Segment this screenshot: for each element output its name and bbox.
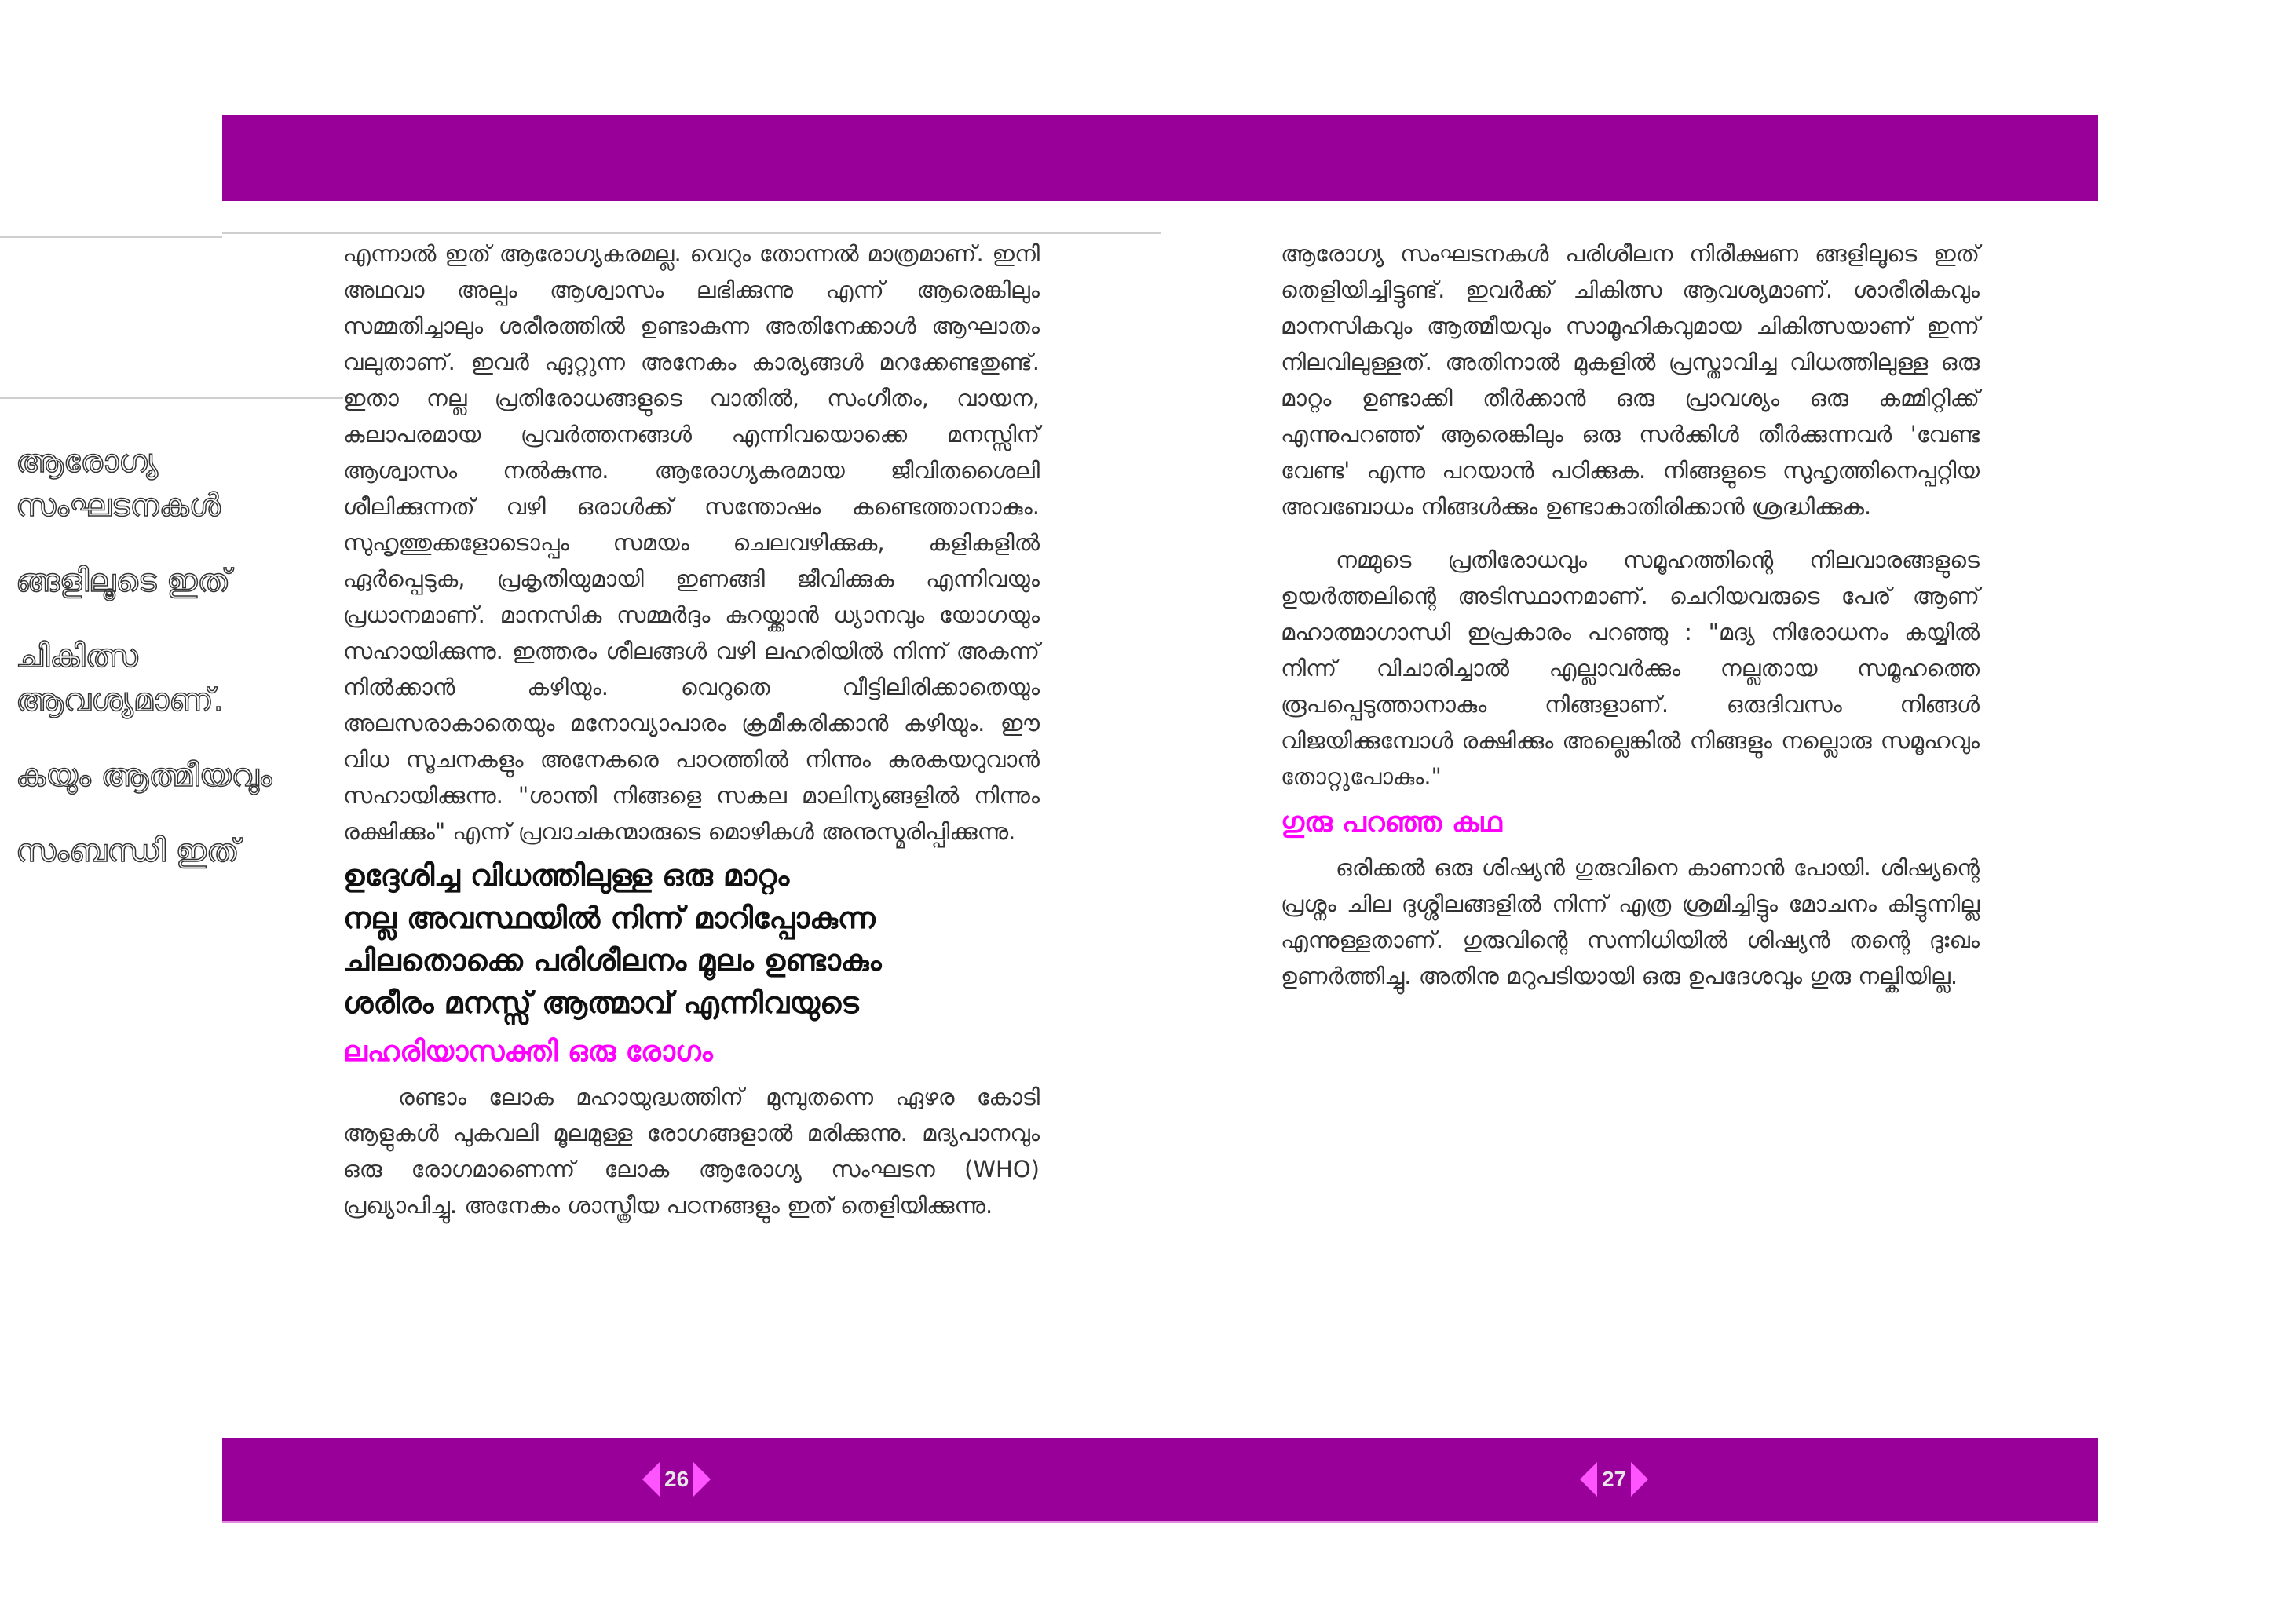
body-paragraph: ഒരിക്കൽ ഒരു ശിഷ്യൻ ഗുരുവിനെ കാണാൻ പോയി. ശിഷ്യന്റെ പ്രശ്നം ചില ദുശ്ശീലങ്ങളിൽ നിന്ന് എത്ര ശ്രമിച്ചിട്ടും മോചനം കിട്ടുന്നില്ല എന്നുള്ളതാണ്. ഗുരുവിന്റെ സന്നിധിയിൽ ശിഷ്യൻ തന്റെ ദുഃഖം ഉണർത്തിച്ചു. അതിനു മറുപടിയായി ഒരു ഉപദേശവും ഗുരു നല്കിയില്ല. [1281,854,1980,989]
right-page-column [1281,236,1980,994]
overlay-line: കയും ആത്മീയവും [16,758,272,794]
divider-line [222,232,1161,234]
left-page-column [343,236,1040,1223]
overlay-line: നല്ല അവസ്ഥയിൽ നിന്ന് മാറിപ്പോകുന്ന [343,901,876,935]
overlay-line: സംബന്ധി ഇത് [16,833,239,869]
overlay-line: ആരോഗ്യ സംഘടനകൾ [16,444,221,524]
glitch-overlay-outlined [16,440,330,905]
top-banner [222,115,2098,201]
bottom-banner [222,1438,2098,1523]
divider-line [0,236,222,238]
page-number: 26 [664,1467,689,1491]
previous-arrow-icon [642,1462,660,1497]
page-number-left [642,1462,711,1497]
page-number: 27 [1602,1467,1627,1491]
glitch-overlay-dark [343,854,1040,1024]
section-heading: ഗുരു പറഞ്ഞ കഥ [1281,806,1502,839]
next-arrow-icon [693,1462,711,1497]
overlay-line: ങ്ങളിലൂടെ ഇത് [16,563,231,599]
body-paragraph: എന്നാൽ ഇത് ആരോഗ്യകരമല്ല. വെറും തോന്നൽ മാത്രമാണ്. ഇനി അഥവാ അല്പം ആശ്വാസം ലഭിക്കുന്നു എന്ന് ആരെങ്കിലും സമ്മതിച്ചാലും ശരീരത്തിൽ ഉണ്ടാകുന്ന അതിനേക്കാൾ ആഘാതം വലുതാണ്. ഇവർ ഏറ്റുന്ന അനേകം കാര്യങ്ങൾ മറക്കേണ്ടതുണ്ട്. ഇതാ നല്ല പ്രതിരോധങ്ങളുടെ വാതിൽ, സംഗീതം, വായന, കലാപരമായ പ്രവർത്തനങ്ങൾ എന്നിവയൊക്കെ മനസ്സിന് ആശ്വാസം നൽകുന്നു. ആരോഗ്യകരമായ ജീവിതശൈലി ശീലിക്കുന്നത് വഴി ഒരാൾക്ക് സന്തോഷം കണ്ടെത്താനാകും. സുഹൃത്തുക്കളോടൊപ്പം സമയം ചെലവഴിക്കുക, കളികളിൽ ഏർപ്പെടുക, പ്രകൃതിയുമായി ഇണങ്ങി ജീവിക്കുക എന്നിവയും പ്രധാനമാണ്. മാനസിക സമ്മർദ്ദം കുറയ്ക്കാൻ ധ്യാനവും യോഗയും സഹായിക്കുന്നു. ഇത്തരം ശീലങ്ങൾ വഴി ലഹരിയിൽ നിന്ന് അകന്ന് നിൽക്കാൻ കഴിയും. വെറുതെ വീട്ടിലിരിക്കാതെയും അലസരാകാതെയും മനോവ്യാപാരം ക്രമീകരിക്കാൻ കഴിയും. ഈ വിധ സൂചനകളും അനേകരെ പാഠത്തിൽ നിന്നും കരകയറുവാൻ സഹായിക്കുന്നു. "ശാന്തി നിങ്ങളെ സകല മാലിന്യങ്ങളിൽ നിന്നും രക്ഷിക്കും" എന്ന് പ്രവാചകന്മാരുടെ മൊഴികൾ അനുസ്മരിപ്പിക്കുന്നു. [343,240,1040,845]
body-paragraph: നമ്മുടെ പ്രതിരോധവും സമൂഹത്തിന്റെ നിലവാരങ്ങളുടെ ഉയർത്തലിന്റെ അടിസ്ഥാനമാണ്. ചെറിയവരുടെ പേര് ആണ് മഹാത്മാഗാന്ധി ഇപ്രകാരം പറഞ്ഞു : "മദ്യ നിരോധനം കയ്യിൽ നിന്ന് വിചാരിച്ചാൽ എല്ലാവർക്കും നല്ലതായ സമൂഹത്തെ രൂപപ്പെടുത്താനാകും നിങ്ങളാണ്. ഒരുദിവസം നിങ്ങൾ വിജയിക്കുമ്പോൾ രക്ഷിക്കും അല്ലെങ്കിൽ നിങ്ങളും നല്ലൊരു സമൂഹവും തോറ്റുപോകും." [1281,546,1980,790]
page-number-right [1580,1462,1648,1497]
overlay-line: ഉദ്ദേശിച്ച വിധത്തിലുള്ള ഒരു മാറ്റം [343,858,790,893]
body-paragraph: രണ്ടാം ലോക മഹായുദ്ധത്തിന് മുമ്പുതന്നെ ഏഴര കോടി ആളുകൾ പുകവലി മൂലമുള്ള രോഗങ്ങളാൽ മരിക്കുന്നു. മദ്യപാനവും ഒരു രോഗമാണെന്ന് ലോക ആരോഗ്യ സംഘടന (WHO) പ്രഖ്യാപിച്ചു. അനേകം ശാസ്ത്രീയ പഠനങ്ങളും ഇത് തെളിയിക്കുന്നു. [343,1084,1040,1219]
overlay-line: ചികിത്സ ആവശ്യമാണ്. [16,638,224,718]
section-heading: ലഹരിയാസക്തി ഒരു രോഗം [343,1036,713,1068]
overlay-line: ചിലതൊക്കെ പരിശീലനം മൂലം ഉണ്ടാകും [343,943,882,978]
overlay-line: ശരീരം മനസ്സ് ആത്മാവ് എന്നിവയുടെ [343,985,859,1020]
previous-arrow-icon [1580,1462,1597,1497]
divider-line [0,397,343,399]
body-paragraph: ആരോഗ്യ സംഘടനകൾ പരിശീലന നിരീക്ഷണ ങ്ങളിലൂടെ ഇത് തെളിയിച്ചിട്ടുണ്ട്. ഇവർക്ക് ചികിത്സ ആവശ്യമാണ്. ശാരീരികവും മാനസികവും ആത്മീയവും സാമൂഹികവുമായ ചികിത്സയാണ് ഇന്ന് നിലവിലുള്ളത്. അതിനാൽ മുകളിൽ പ്രസ്താവിച്ച വിധത്തിലുള്ള ഒരു മാറ്റം ഉണ്ടാക്കി തീർക്കാൻ ഒരു പ്രാവശ്യം ഒരു കമ്മിറ്റിക്ക് എന്നുപറഞ്ഞ് ആരെങ്കിലും ഒരു സർക്കിൾ തീർക്കുന്നവർ 'വേണ്ട വേണ്ട' എന്നു പറയാൻ പഠിക്കുക. നിങ്ങളുടെ സുഹൃത്തിനെപ്പറ്റിയ അവബോധം നിങ്ങൾക്കും ഉണ്ടാകാതിരിക്കാൻ ശ്രദ്ധിക്കുക. [1281,240,1980,520]
next-arrow-icon [1631,1462,1648,1497]
